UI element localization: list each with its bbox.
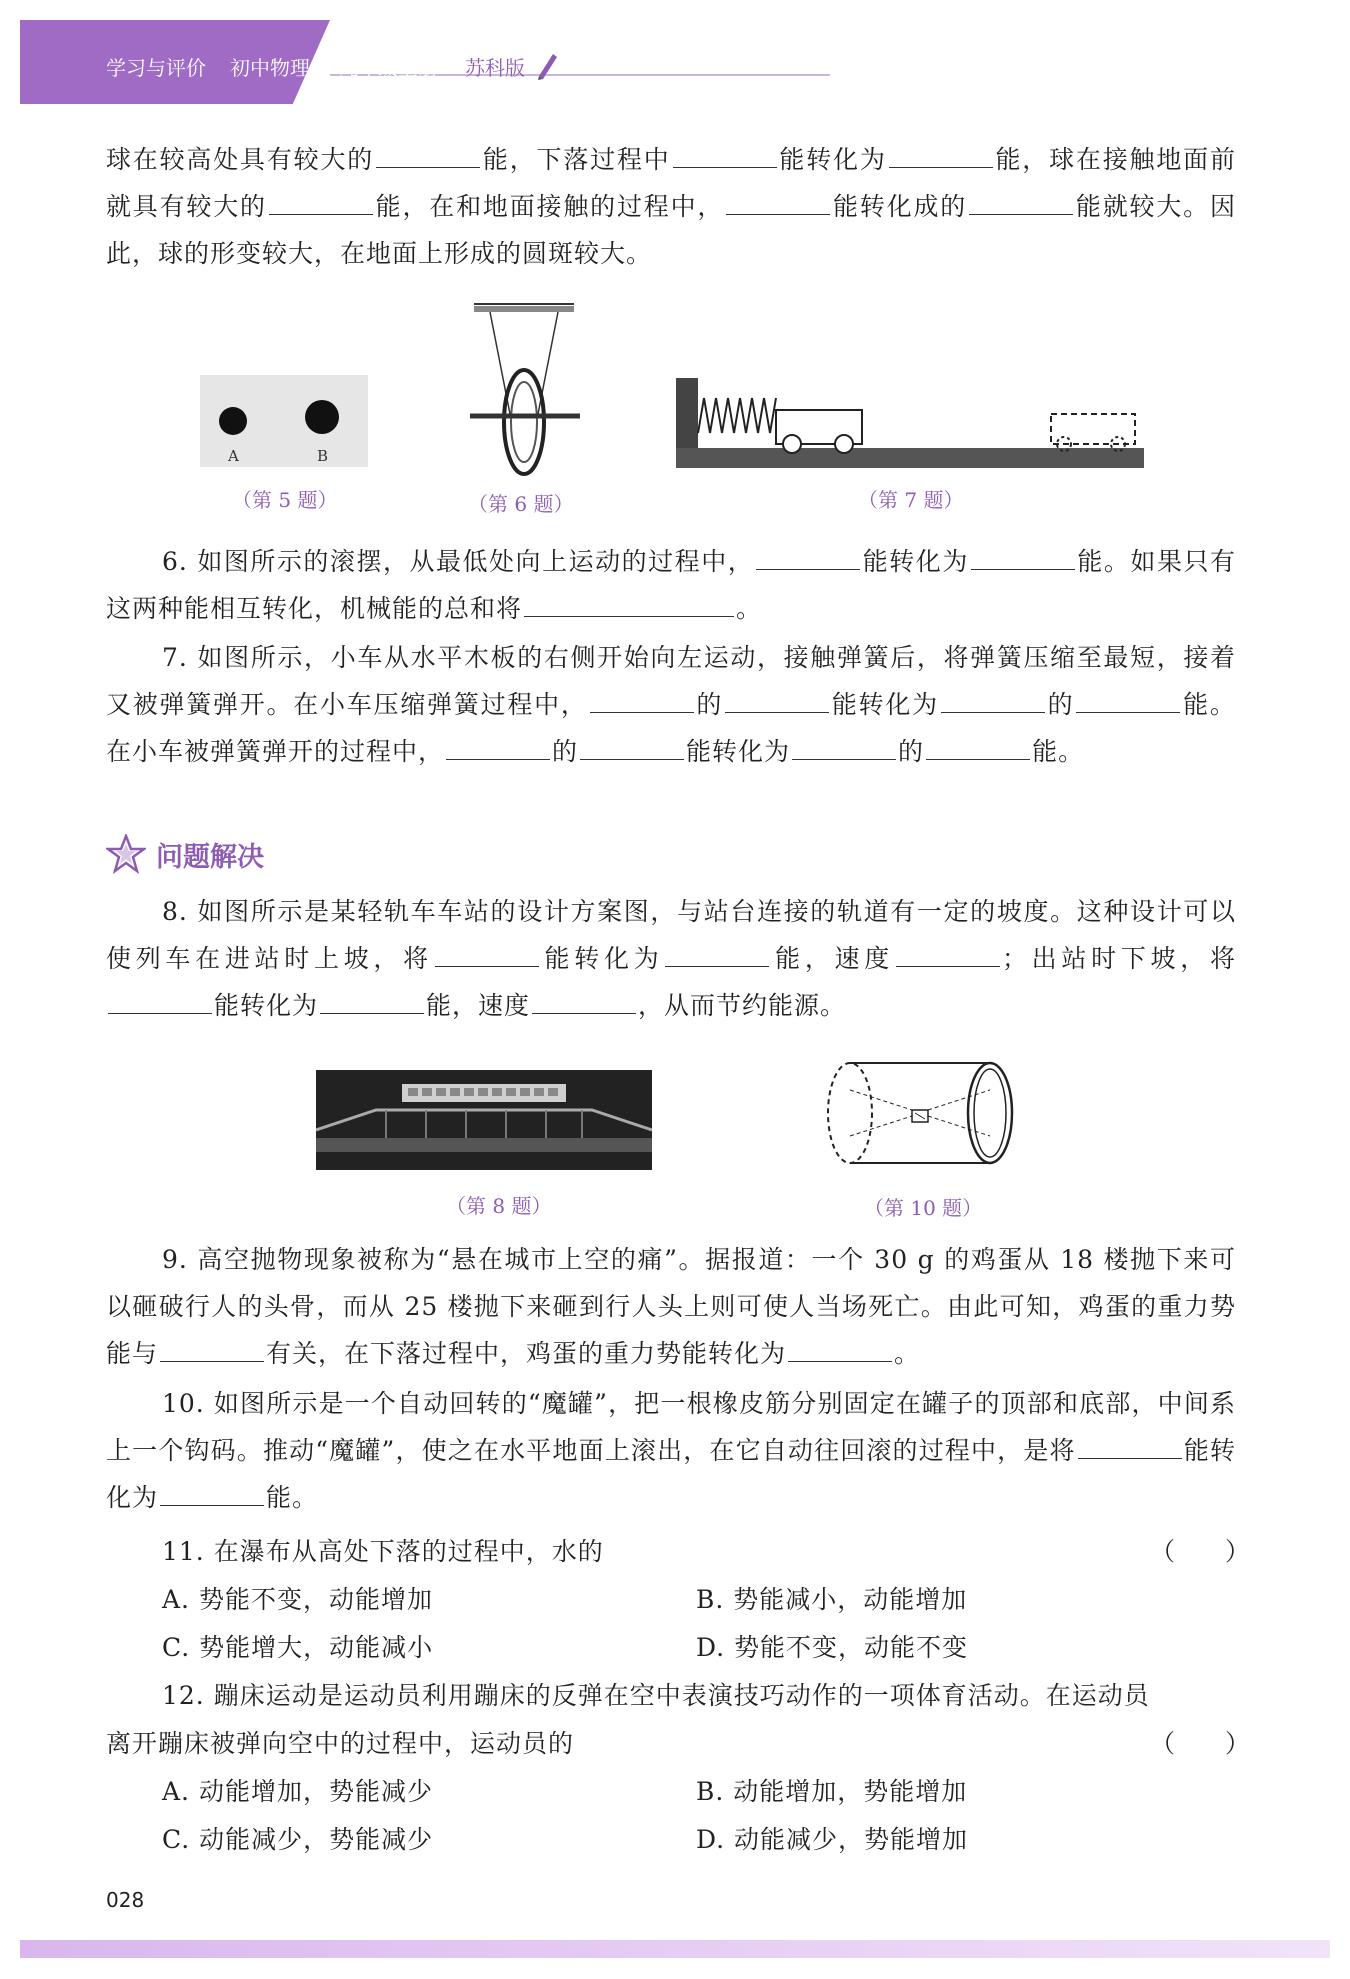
answer-blank[interactable] xyxy=(792,739,896,760)
answer-blank[interactable] xyxy=(673,147,777,168)
question-11-stem: 11. 在瀑布从高处下落的过程中，水的 xyxy=(162,1537,604,1566)
answer-blank[interactable] xyxy=(969,194,1073,215)
question-12-stem-line2: 离开蹦床被弹向空中的过程中，运动员的 xyxy=(106,1729,575,1758)
section-title xyxy=(106,834,264,874)
answer-blank[interactable] xyxy=(376,147,480,168)
answer-blank[interactable] xyxy=(941,692,1045,713)
fig10-caption: （第 10 题） xyxy=(864,1196,983,1220)
answer-blank[interactable] xyxy=(160,1341,264,1362)
answer-blank[interactable] xyxy=(926,739,1030,760)
fig5-label-b: B xyxy=(317,447,329,465)
question-11-option-d[interactable]: D. 势能不变，动能不变 xyxy=(696,1633,969,1662)
footer-band xyxy=(20,1940,1330,1958)
answer-blank[interactable] xyxy=(896,946,1000,967)
answer-blank[interactable] xyxy=(788,1341,892,1362)
question-12-answer-paren[interactable]: （ ） xyxy=(1150,1729,1251,1758)
question-9: 9. 高空抛物现象被称为“悬在城市上空的痛”。据报道：一个 30 g 的鸡蛋从 18 楼抛下来可以砸破行人的头骨，而从 25 楼抛下来砸到行人头上则可使人当场死亡。由此可知，鸡蛋的重力势能与 有关，在下落过程中，鸡蛋的重力势能转化为 。 xyxy=(106,1245,1236,1368)
star-icon xyxy=(106,834,146,874)
question-12-option-d[interactable]: D. 动能减少，势能增加 xyxy=(696,1825,969,1854)
question-11-answer-paren[interactable]: （ ） xyxy=(1150,1537,1251,1566)
answer-blank[interactable] xyxy=(532,993,636,1014)
header-series: 学习与评价 xyxy=(106,56,206,80)
figure-7-cart-spring xyxy=(676,378,1146,468)
answer-blank[interactable] xyxy=(435,946,539,967)
answer-blank[interactable] xyxy=(889,147,993,168)
answer-blank[interactable] xyxy=(580,739,684,760)
section-title-text: 问题解决 xyxy=(156,841,264,873)
answer-blank[interactable] xyxy=(726,194,830,215)
question-12-option-a[interactable]: A. 动能增加，势能减少 xyxy=(162,1777,433,1806)
header-level: 初中物理 xyxy=(230,56,310,80)
answer-blank[interactable] xyxy=(725,692,829,713)
question-7: 7. 如图所示，小车从水平木板的右侧开始向左运动，接触弹簧后，将弹簧压缩至最短，接着又被弹簧弹开。在小车压缩弹簧过程中， 的 能转化为 的 能。在小车被弹簧弹开的过程中， 的 能转化为 的 能。 xyxy=(106,643,1236,766)
answer-blank[interactable] xyxy=(269,194,373,215)
answer-blank[interactable] xyxy=(756,549,860,570)
q5-continuation: 球在较高处具有较大的 能，下落过程中 能转化为 能，球在接触地面前就具有较大的 能，在和地面接触的过程中， 能转化成的 能就较大。因此，球的形变较大，在地面上形成的圆斑较大。 xyxy=(106,145,1236,268)
pencil-icon xyxy=(535,50,559,80)
page-number: 028 xyxy=(106,1888,145,1912)
header-grade: 九年级上册 xyxy=(338,56,438,80)
figure-6-pendulum xyxy=(462,302,592,482)
answer-blank[interactable] xyxy=(971,549,1075,570)
figure-10-magic-can xyxy=(820,1060,1020,1166)
question-8: 8. 如图所示是某轻轨车车站的设计方案图，与站台连接的轨道有一定的坡度。这种设计可以使列车在进站时上坡，将 能转化为 能，速度 ；出站时下坡，将能转化为 能，速度 ，从而节约能源。 xyxy=(106,897,1236,1020)
answer-blank[interactable] xyxy=(160,1485,264,1506)
question-11-option-a[interactable]: A. 势能不变，动能增加 xyxy=(162,1585,433,1614)
fig5-label-a: A xyxy=(228,447,239,465)
figure-8-station xyxy=(316,1070,652,1170)
fig6-caption: （第 6 题） xyxy=(468,492,574,516)
header-edition: 苏科版 xyxy=(465,56,525,80)
answer-blank[interactable] xyxy=(1076,692,1180,713)
answer-blank[interactable] xyxy=(524,596,734,617)
question-12-option-b[interactable]: B. 动能增加，势能增加 xyxy=(696,1777,968,1806)
question-11-option-c[interactable]: C. 势能增大，动能减小 xyxy=(162,1633,434,1662)
question-12-stem-line1: 12. 蹦床运动是运动员利用蹦床的反弹在空中表演技巧动作的一项体育活动。在运动员 xyxy=(162,1681,1150,1710)
answer-blank[interactable] xyxy=(590,692,694,713)
answer-blank[interactable] xyxy=(320,993,424,1014)
answer-blank[interactable] xyxy=(108,993,212,1014)
question-12-option-c[interactable]: C. 动能减少，势能减少 xyxy=(162,1825,434,1854)
question-10: 10. 如图所示是一个自动回转的“魔罐”，把一根橡皮筋分别固定在罐子的顶部和底部，中间系上一个钩码。推动“魔罐”，使之在水平地面上滚出，在它自动往回滚的过程中，是将 能转化为 能。 xyxy=(106,1389,1236,1512)
answer-blank[interactable] xyxy=(665,946,769,967)
fig7-caption: （第 7 题） xyxy=(858,488,964,512)
question-11-option-b[interactable]: B. 势能减小，动能增加 xyxy=(696,1585,968,1614)
fig5-caption: （第 5 题） xyxy=(232,488,338,512)
figure-5-circles xyxy=(200,375,368,467)
answer-blank[interactable] xyxy=(1078,1438,1182,1459)
answer-blank[interactable] xyxy=(446,739,550,760)
question-6: 6. 如图所示的滚摆，从最低处向上运动的过程中， 能转化为 能。如果只有这两种能相互转化，机械能的总和将 。 xyxy=(106,547,1236,623)
fig8-caption: （第 8 题） xyxy=(446,1194,552,1218)
